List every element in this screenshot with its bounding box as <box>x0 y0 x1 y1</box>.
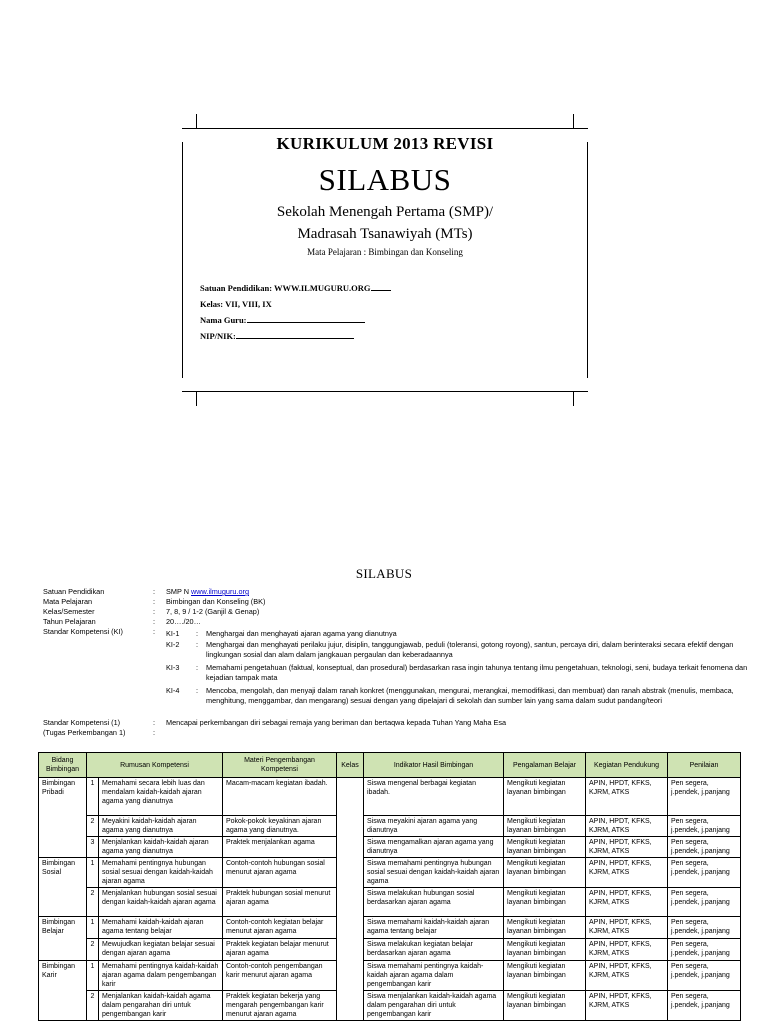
header-rumusan: Rumusan Kompetensi <box>87 753 223 778</box>
cover-subtitle-mts: Madrasah Tsanawiyah (MTs) <box>297 226 473 242</box>
cover-field-satuan: Satuan Pendidikan: WWW.ILMUGURU.ORG <box>200 280 391 296</box>
header-kelas: Kelas <box>337 753 364 778</box>
cover-subject-line: Mata Pelajaran : Bimbingan dan Konseling <box>307 247 463 257</box>
ki-list <box>166 629 766 709</box>
header-kegiatan: Kegiatan Pendukung <box>586 753 668 778</box>
table-row: 2 Menjalankan hubungan sosial sesuai dengan kaidah-kaidah ajaran agama Praktek hubungan sosial menurut ajaran agama Siswa melakukan hubungan sosial berdasarkan ajaran agama Mengikuti kegiatan layanan bimbingan APIN, HPDT, KFKS, KJRM, ATKS Pen segera, j.pendek, j.panjang <box>39 888 741 917</box>
syllabus-table <box>38 752 741 1021</box>
header-materi: Materi Pengembangan Kompetensi <box>223 753 337 778</box>
corner-mark-tr-h <box>574 128 588 129</box>
header-bidang: Bidang Bimbingan <box>39 753 87 778</box>
table-row: Bimbingan Belajar 1 Memahami kaidah-kaidah ajaran agama tentang belajar Contoh-contoh kegiatan belajar menurut ajaran agama Siswa memahami kaidah-kaidah ajaran agama tentang belajar Mengikuti kegiatan layanan bimbingan APIN, HPDT, KFKS, KJRM, ATKS Pen segera, j.pendek, j.panjang <box>39 917 741 939</box>
table-row: 2 Mewujudkan kegiatan belajar sesuai dengan ajaran agama Praktek kegiatan belajar menurut ajaran agama Siswa melakukan kegiatan belajar berdasarkan ajaran agama Mengikuti kegiatan layanan bimbingan APIN, HPDT, KFKS, KJRM, ATKS Pen segera, j.pendek, j.panjang <box>39 939 741 961</box>
cover-subtitle-smp: Sekolah Menengah Pertama (SMP)/ <box>276 204 494 220</box>
cover-top-border <box>196 128 574 129</box>
table-row: Bimbingan Karir 1 Memahami pentingnya kaidah-kaidah ajaran agama dalam pengembangan karir Contoh-contoh pengembangan karir menurut ajaran agama Siswa memahami pentingnya kaidah-kaidah ajaran agama dalam pengembangan karir Mengikuti kegiatan layanan bimbingan APIN, HPDT, KFKS, KJRM, ATKS Pen segera, j.pendek, j.panjang <box>39 961 741 991</box>
corner-mark-br-v <box>573 392 574 406</box>
school-website-link[interactable]: www.ilmuguru.org <box>191 587 250 596</box>
cover-title-kurikulum: KURIKULUM 2013 REVISI <box>276 134 494 153</box>
silabus-heading: SILABUS <box>355 566 413 581</box>
table-row: 3 Menjalankan kaidah-kaidah ajaran agama yang dianutnya Praktek menjalankan agama Siswa mengamalkan ajaran agama yang dianutnya Mengikuti kegiatan layanan bimbingan APIN, HPDT, KFKS, KJRM, ATKS Pen segera, j.pendek, j.panjang <box>39 837 741 858</box>
cover-bottom-border <box>196 391 574 392</box>
ki-item-1: KI-1 : Menghargai dan menghayati ajaran agama yang dianutnya <box>166 629 397 638</box>
header-pengalaman: Pengalaman Belajar <box>504 753 586 778</box>
ki-item-3: KI-3 : Memahami pengetahuan (faktual, konseptual, dan prosedural) berdasarkan rasa ingin tahunya tentang ilmu pengetahuan, teknologi, seni, budaya terkait fenomena dan kejadian tampak mata <box>166 663 748 683</box>
corner-mark-bl-v <box>196 392 197 406</box>
bidang-cell: Bimbingan Sosial <box>39 858 87 917</box>
ki-item-4: KI-4 : Mencoba, mengolah, dan menyaji dalam ranah konkret (menggunakan, mengurai, merangkai, memodifikasi, dan membuat) dan ranah abstrak (menulis, membaca, menghitung, menggambar, dan mengarang) sesuai dengan yang dipelajari di sekolah dan sumber lain yang sama dalam sudut pandang/teori <box>166 686 734 706</box>
bidang-cell: Bimbingan Pribadi <box>39 778 87 858</box>
corner-mark-tl-h <box>182 128 196 129</box>
table-row: 2 Meyakini kaidah-kaidah ajaran agama yang dianutnya Pokok-pokok keyakinan ajaran agama yang dianutnya. Siswa meyakini ajaran agama yang dianutnya Mengikuti kegiatan layanan bimbingan APIN, HPDT, KFKS, KJRM, ATKS Pen segera, j.pendek, j.panjang <box>39 816 741 837</box>
corner-mark-bl-h <box>182 391 196 392</box>
kelas-cell <box>337 778 364 1021</box>
header-penilaian: Penilaian <box>668 753 741 778</box>
corner-mark-br-h <box>574 391 588 392</box>
ki-item-2: KI-2 : Menghargai dan menghayati perilaku jujur, disiplin, tanggungjawab, peduli (toleransi, gotong royong), santun, percaya diri, dalam berinteraksi secara efektif dengan lingkungan sosial dan alam dalam jangkauan pergaulan dan keberadaannya <box>166 640 734 660</box>
corner-mark-tl-v <box>196 114 197 128</box>
table-row: Bimbingan Pribadi 1 Memahami secara lebih luas dan mendalam kaidah-kaidah ajaran agama yang dianutnya Macam-macam kegiatan ibadah. Siswa mengenal berbagai kegiatan ibadah. Mengikuti kegiatan layanan bimbingan APIN, HPDT, KFKS, KJRM, ATKS Pen segera, j.pendek, j.panjang <box>39 778 741 816</box>
cover-title-silabus: SILABUS <box>318 162 452 197</box>
cover-field-kelas: Kelas: VII, VIII, IX <box>200 299 272 309</box>
header-indikator: Indikator Hasil Bimbingan <box>364 753 504 778</box>
table-row: 2 Menjalankan kaidah-kaidah agama dalam pengarahan diri untuk pengembangan karir Praktek kegiatan bekerja yang mengarah pengembangan karir menurut ajaran agama Siswa menjalankan kaidah-kaidah agama dalam pengarahan diri untuk pengembangan karir Mengikuti kegiatan layanan bimbingan APIN, HPDT, KFKS, KJRM, ATKS Pen segera, j.pendek, j.panjang <box>39 991 741 1021</box>
cover-fields <box>200 280 391 344</box>
cover-box <box>182 112 588 408</box>
bidang-cell: Bimbingan Belajar <box>39 917 87 961</box>
corner-mark-tr-v <box>573 114 574 128</box>
table-header-row <box>39 753 741 778</box>
cover-field-nip: NIP/NIK: <box>200 328 391 344</box>
cover-field-nama-guru: Nama Guru: <box>200 312 391 328</box>
table-row: Bimbingan Sosial 1 Memahami pentingnya hubungan sosial sesuai dengan kaidah-kaidah ajaran agama Contoh-contoh hubungan sosial menurut ajaran agama Siswa memahami pentingnya hubungan sosial sesuai dengan kaidah-kaidah ajaran agama Mengikuti kegiatan layanan bimbingan APIN, HPDT, KFKS, KJRM, ATKS Pen segera, j.pendek, j.panjang <box>39 858 741 888</box>
bidang-cell: Bimbingan Karir <box>39 961 87 1021</box>
